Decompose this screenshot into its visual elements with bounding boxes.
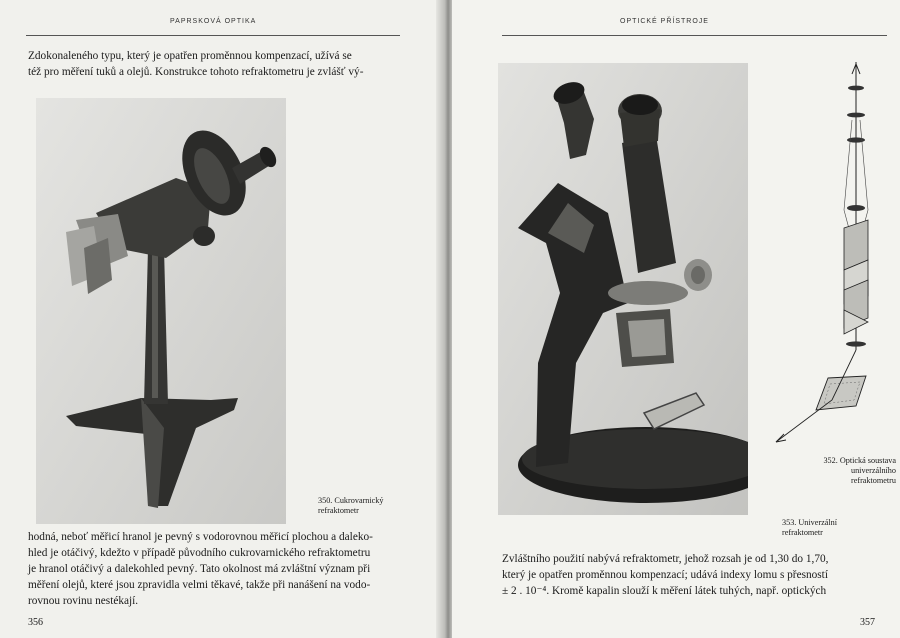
- diagram-caption-line-2: univerzálního: [850, 466, 896, 475]
- right-figure-caption-line-2: refraktometr: [782, 528, 823, 537]
- left-header-rule: [26, 35, 400, 36]
- right-running-head: OPTICKÉ PŘÍSTROJE: [620, 18, 709, 25]
- left-body-line-5: rovnou rovinu nestékají.: [28, 595, 139, 607]
- sugar-refractometer-photo: [36, 98, 286, 524]
- diagram-caption-line-1: 352. Optická soustava: [823, 456, 896, 465]
- left-running-head: PAPRSKOVÁ OPTIKA: [170, 18, 257, 25]
- left-figure-caption-line-1: 350. Cukrovarnický: [318, 496, 384, 505]
- left-intro-line-1: Zdokonaleného typu, který je opatřen proměnnou kompenzací, užívá se: [28, 50, 352, 62]
- left-page-number: 356: [28, 617, 43, 628]
- left-body-line-2: hled je otáčivý, kdežto v případě původního cukrovarnického refraktometru: [28, 547, 371, 559]
- left-body-line-3: je hranol otáčivý a dalekohled pevný. Tato okolnost má zvláštní význam při: [28, 563, 371, 575]
- left-body-line-1: hodná, neboť měřicí hranol je pevný s vodorovnou měřicí plochou a daleko-: [28, 531, 373, 543]
- left-intro-line-2: též pro měření tuků a olejů. Konstrukce tohoto refraktometru je zvlášť vý-: [28, 66, 364, 78]
- right-body-line-3: ± 2 . 10⁻⁴. Kromě kapalin slouží k měření látek tuhých, např. optických: [502, 585, 827, 597]
- right-page-number: 357: [860, 617, 875, 628]
- right-page: [452, 0, 900, 638]
- diagram-caption-line-3: refraktometru: [850, 476, 896, 485]
- left-page: [0, 0, 444, 638]
- right-body-line-2: který je opatřen proměnnou kompenzací; udává indexy lomu s přesností: [502, 569, 828, 581]
- universal-refractometer-photo: [498, 63, 748, 515]
- left-figure-caption-line-2: refraktometr: [318, 506, 359, 515]
- left-body-line-4: měření olejů, které jsou zpravidla velmi těkavé, takže při nanášení na vodo-: [28, 579, 371, 591]
- right-header-rule: [502, 35, 887, 36]
- optical-system-diagram: [772, 60, 892, 450]
- right-body-line-1: Zvláštního použití nabývá refraktometr, jehož rozsah je od 1,30 do 1,70,: [502, 553, 829, 565]
- right-figure-caption-line-1: 353. Univerzální: [782, 518, 838, 527]
